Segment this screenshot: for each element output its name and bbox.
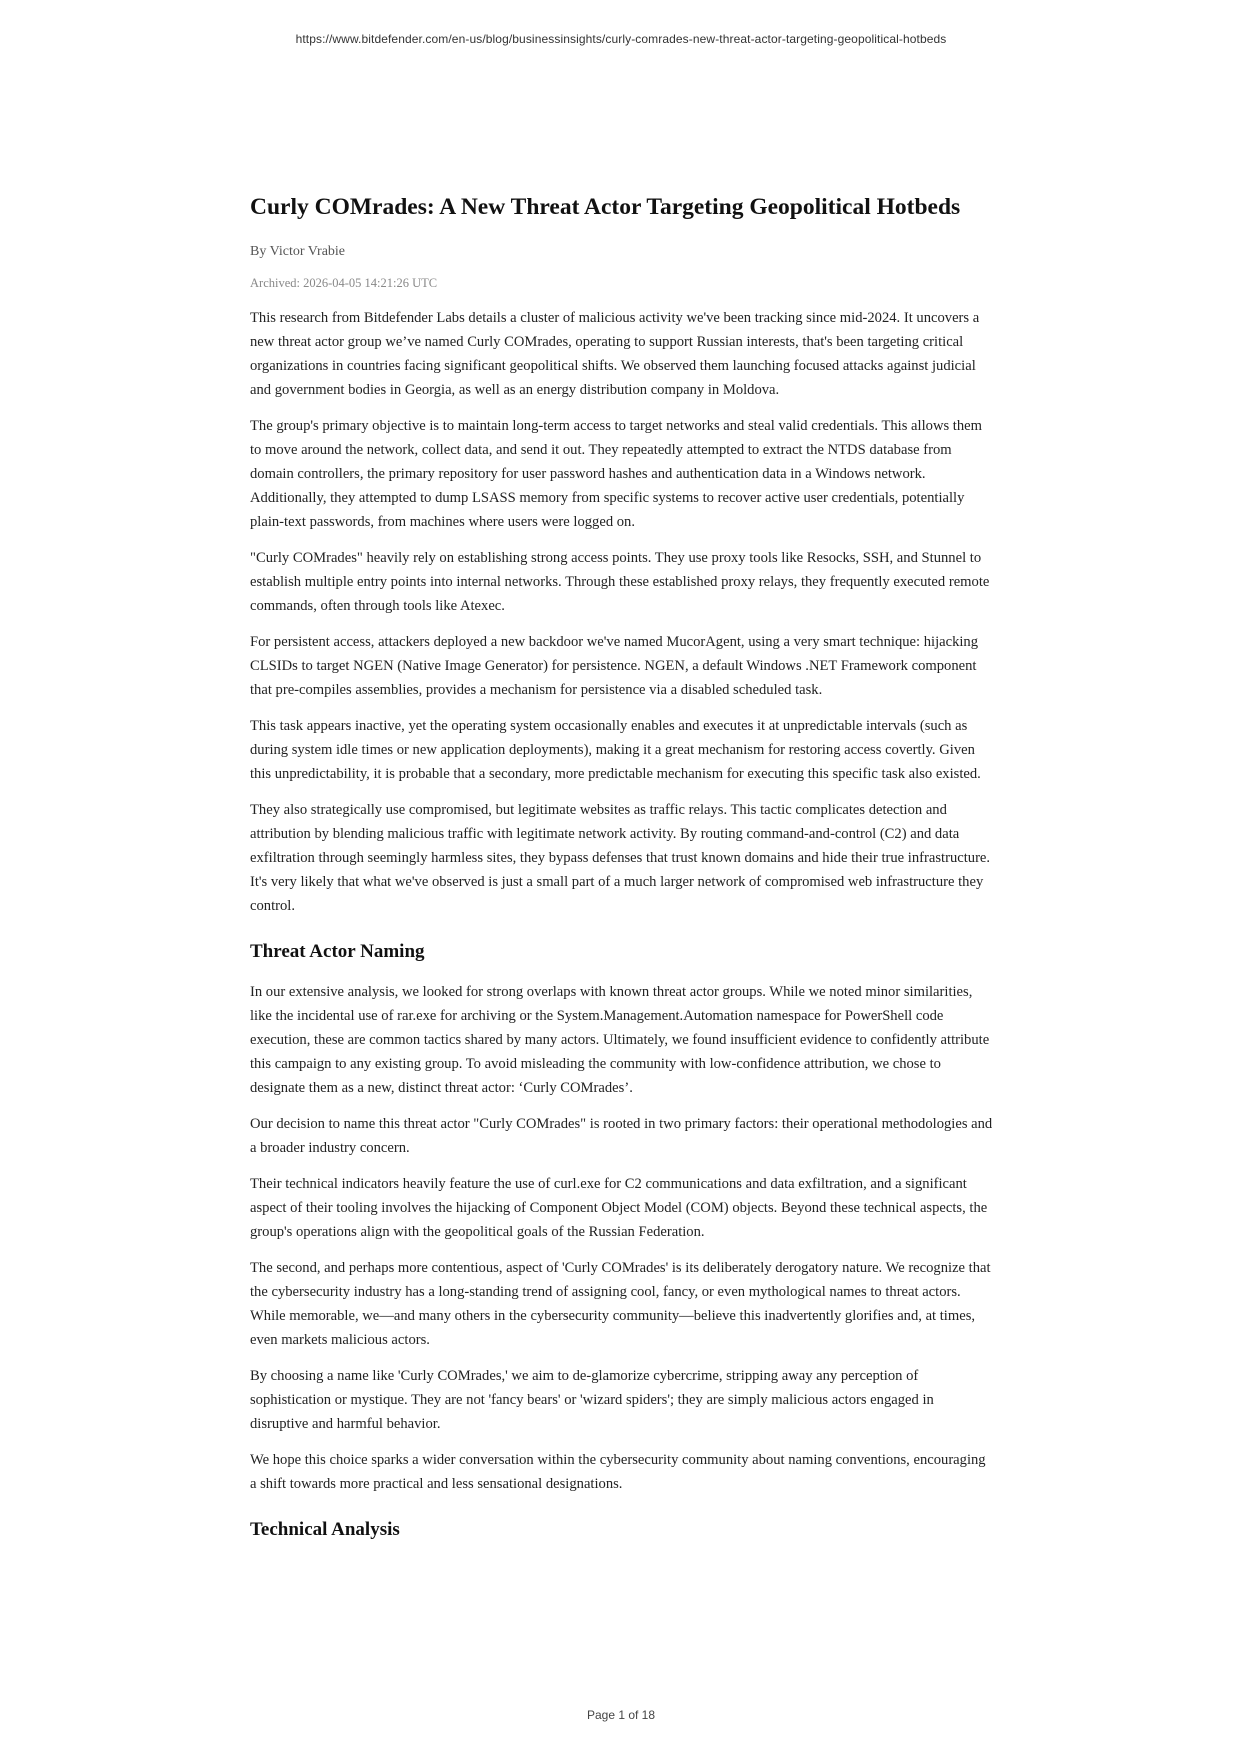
- paragraph: We hope this choice sparks a wider conversation within the cybersecurity community about naming conventions, encouraging a shift towards more practical and less sensational designations.: [250, 1452, 986, 1492]
- page-number: Page 1 of 18: [586, 1708, 656, 1722]
- paragraph: By choosing a name like 'Curly COMrades,' we aim to de-glamorize cybercrime, stripping away any perception of sophistication or mystique. They are not 'fancy bears' or 'wizard spiders'; they are simply malicious actors engaged in disruptive and harmful behavior.: [250, 1368, 934, 1432]
- archived-timestamp: Archived: 2026-04-05 14:21:26 UTC: [250, 276, 438, 290]
- paragraph: "Curly COMrades" heavily rely on establishing strong access points. They use proxy tools like Resocks, SSH, and Stunnel to establish multiple entry points into internal networks. Through these established proxy relays, they frequently executed remote commands, often through tools like Atexec.: [250, 550, 990, 614]
- section-heading-technical-analysis: Technical Analysis: [250, 1519, 400, 1540]
- section-heading-threat-actor-naming: Threat Actor Naming: [250, 941, 425, 962]
- paragraph: The second, and perhaps more contentious, aspect of 'Curly COMrades' is its deliberately derogatory nature. We recognize that the cybersecurity industry has a long-standing trend of assigning cool, fancy, or even mythological names to threat actors. While memorable, we—and many others in the cybersecurity community—believe this inadvertently glorifies and, at times, even markets malicious actors.: [250, 1260, 991, 1348]
- paragraph: For persistent access, attackers deployed a new backdoor we've named MucorAgent, using a very smart technique: hijacking CLSIDs to target NGEN (Native Image Generator) for persistence. NGEN, a default Windows .NET Framework component that pre-compiles assemblies, provides a mechanism for persistence via a disabled scheduled task.: [250, 634, 979, 698]
- paragraph: In our extensive analysis, we looked for strong overlaps with known threat actor groups. While we noted minor similarities, like the incidental use of rar.exe for archiving or the System.Management.Automation namespace for PowerShell code execution, these are common tactics shared by many actors. Ultimately, we found insufficient evidence to confidently attribute this campaign to any existing group. To avoid misleading the community with low-confidence attribution, we chose to designate them as a new, distinct threat actor: ‘Curly COMrades’.: [250, 984, 990, 1096]
- article-title: Curly COMrades: A New Threat Actor Targeting Geopolitical Hotbeds: [250, 194, 961, 220]
- paragraph: This research from Bitdefender Labs details a cluster of malicious activity we've been tracking since mid-2024. It uncovers a new threat actor group we’ve named Curly COMrades, operating to support Russian interests, that's been targeting critical organizations in countries facing significant geopolitical shifts. We observed them launching focused attacks against judicial and government bodies in Georgia, as well as an energy distribution company in Moldova.: [250, 310, 980, 398]
- article-byline: By Victor Vrabie: [250, 244, 346, 259]
- paragraph: Their technical indicators heavily feature the use of curl.exe for C2 communications and data exfiltration, and a significant aspect of their tooling involves the hijacking of Component Object Model (COM) objects. Beyond these technical aspects, the group's operations align with the geopolitical goals of the Russian Federation.: [250, 1176, 988, 1240]
- paragraph: This task appears inactive, yet the operating system occasionally enables and executes it at unpredictable intervals (such as during system idle times or new application deployments), making it a great mechanism for restoring access covertly. Given this unpredictability, it is probable that a secondary, more predictable mechanism for executing this specific task also existed.: [250, 718, 981, 782]
- article: [250, 190, 994, 1544]
- paragraph: The group's primary objective is to maintain long-term access to target networks and steal valid credentials. This allows them to move around the network, collect data, and send it out. They repeatedly attempted to extract the NTDS database from domain controllers, the primary repository for user password hashes and authentication data in a Windows network. Additionally, they attempted to dump LSASS memory from specific systems to recover active user credentials, potentially plain-text passwords, from machines where users were logged on.: [250, 418, 982, 530]
- paragraph: They also strategically use compromised, but legitimate websites as traffic relays. This tactic complicates detection and attribution by blending malicious traffic with legitimate network activity. By routing command-and-control (C2) and data exfiltration through seemingly harmless sites, they bypass defenses that trust known domains and hide their true infrastructure. It's very likely that what we've observed is just a small part of a much larger network of compromised web infrastructure they control.: [250, 802, 991, 914]
- page-url-header: https://www.bitdefender.com/en-us/blog/businessinsights/curly-comrades-new-threat-actor-targeting-geopolitical-hotbeds: [295, 32, 947, 46]
- paragraph: Our decision to name this threat actor "Curly COMrades" is rooted in two primary factors: their operational methodologies and a broader industry concern.: [250, 1116, 993, 1156]
